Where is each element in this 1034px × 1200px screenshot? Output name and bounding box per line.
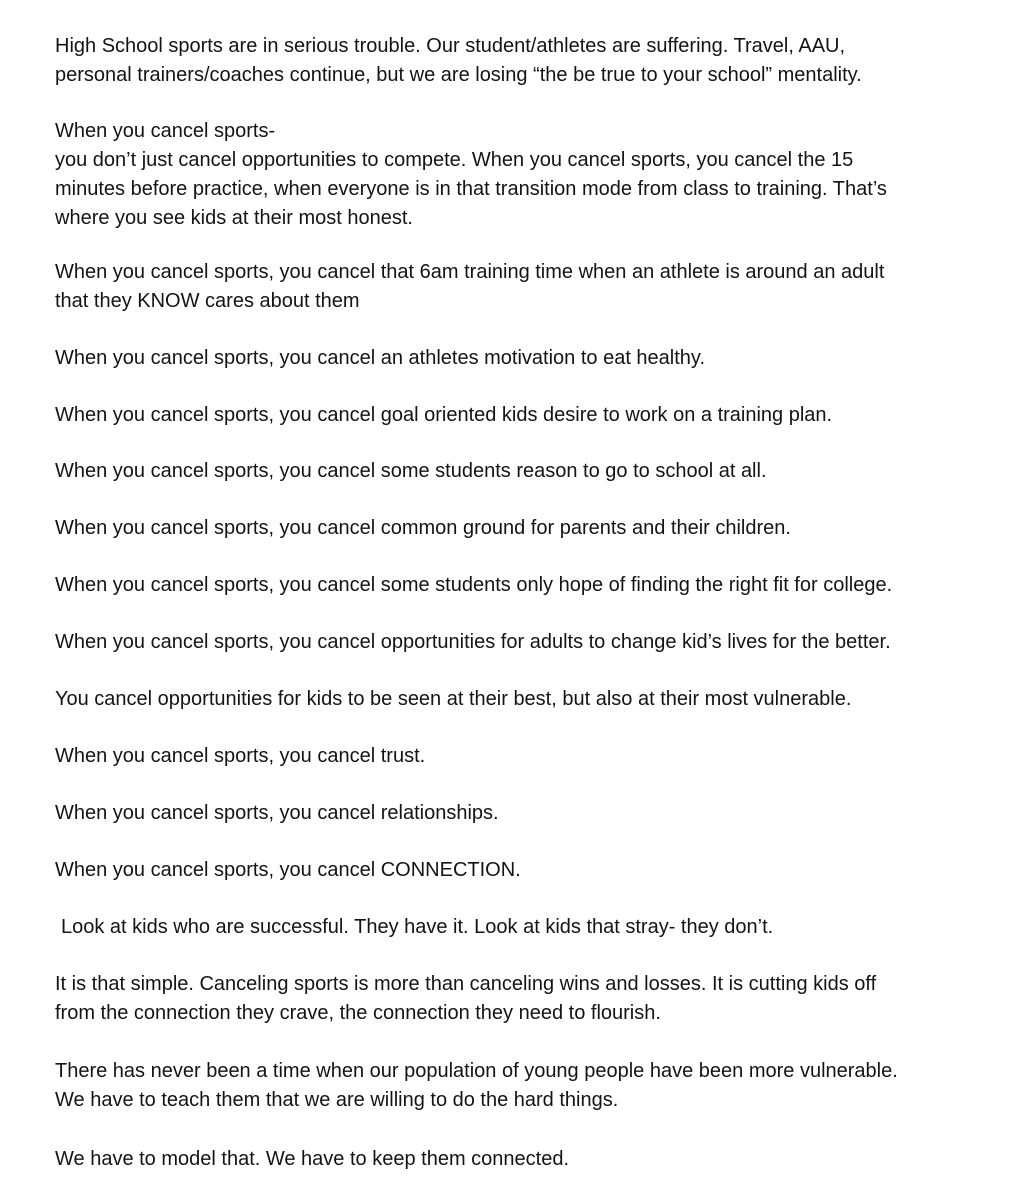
text-line: There has never been a time when our population of young people have been more vulnerable. [55, 1060, 898, 1082]
text-line: You cancel opportunities for kids to be seen at their best, but also at their most vulnerable. [55, 688, 852, 710]
text-line: When you cancel sports, you cancel relationships. [55, 802, 499, 824]
text-line: When you cancel sports, you cancel opportunities for adults to change kid’s lives for the better. [55, 631, 891, 653]
text-line: It is that simple. Canceling sports is more than canceling wins and losses. It is cutting kids off [55, 973, 877, 995]
text-line: from the connection they crave, the connection they need to flourish. [55, 1002, 661, 1024]
paragraph [55, 799, 1015, 828]
text-line: When you cancel sports, you cancel CONNECTION. [55, 859, 521, 881]
text-line: When you cancel sports, you cancel trust. [55, 745, 426, 767]
paragraph [55, 856, 1015, 885]
paragraph [55, 401, 1015, 430]
text-line: you don’t just cancel opportunities to compete. When you cancel sports, you cancel the 15 [55, 149, 854, 171]
text-line: that they KNOW cares about them [55, 290, 360, 312]
paragraph [55, 970, 1015, 1028]
text-line: We have to teach them that we are willing to do the hard things. [55, 1089, 619, 1111]
paragraph [55, 457, 1015, 486]
text-line: where you see kids at their most honest. [55, 207, 413, 229]
text-line: When you cancel sports, you cancel some students reason to go to school at all. [55, 460, 767, 482]
paragraph [55, 571, 1015, 600]
paragraph [55, 32, 1015, 90]
paragraph [55, 685, 1015, 714]
paragraph [55, 344, 1015, 373]
paragraph [55, 1057, 1015, 1115]
text-line: When you cancel sports, you cancel goal oriented kids desire to work on a training plan. [55, 404, 833, 426]
text-line: We have to model that. We have to keep them connected. [55, 1148, 570, 1170]
text-line: Look at kids who are successful. They have it. Look at kids that stray- they don’t. [61, 916, 774, 938]
paragraph [55, 913, 1021, 942]
text-line: When you cancel sports, you cancel that 6am training time when an athlete is around an adult [55, 261, 885, 283]
text-line: When you cancel sports- [55, 120, 276, 142]
paragraph [55, 514, 1015, 543]
text-line: minutes before practice, when everyone is in that transition mode from class to training. That’s [55, 178, 887, 200]
text-line: personal trainers/coaches continue, but we are losing “the be true to your school” mentality. [55, 64, 862, 86]
paragraph [55, 117, 1015, 233]
paragraph [55, 1145, 1015, 1174]
text-line: When you cancel sports, you cancel an athletes motivation to eat healthy. [55, 347, 705, 369]
text-line: When you cancel sports, you cancel common ground for parents and their children. [55, 517, 791, 539]
paragraph [55, 628, 1015, 657]
paragraph [55, 258, 1015, 316]
text-line: High School sports are in serious trouble. Our student/athletes are suffering. Travel, AAU, [55, 35, 846, 57]
paragraph [55, 742, 1015, 771]
text-line: When you cancel sports, you cancel some students only hope of finding the right fit for college. [55, 574, 893, 596]
